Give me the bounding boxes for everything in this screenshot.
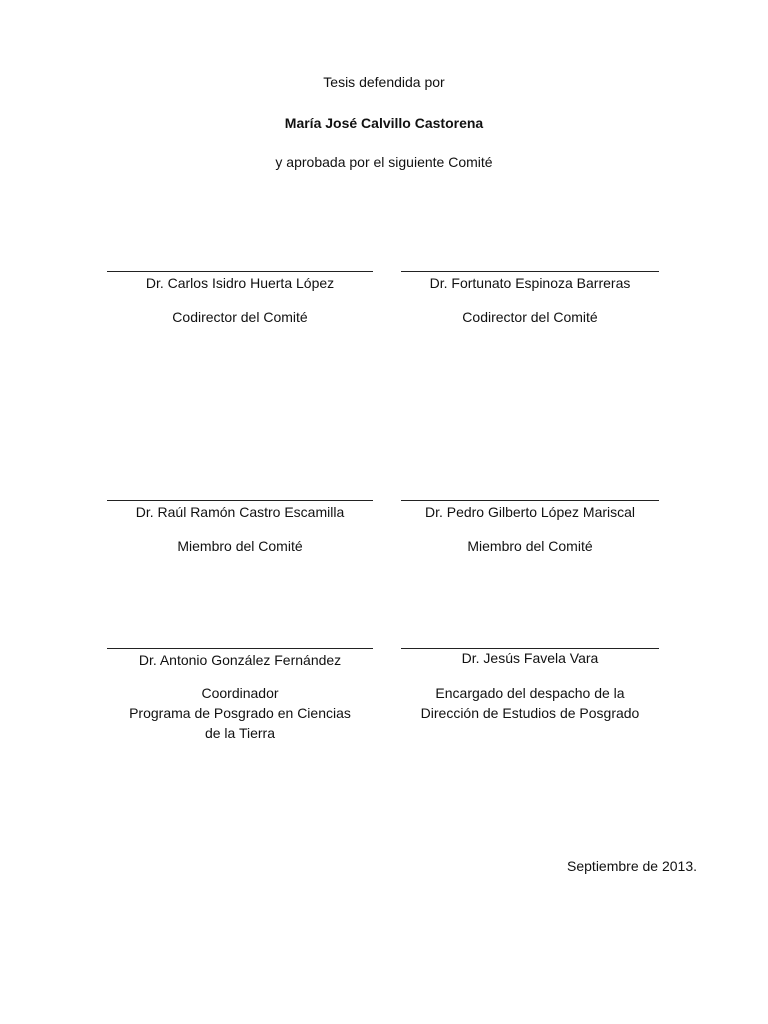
signature-line — [401, 500, 659, 501]
signature-line — [107, 500, 373, 501]
committee-member-role: Codirector del Comité — [172, 309, 308, 325]
committee-member-program-cont: de la Tierra — [204, 725, 276, 741]
committee-member-role: Encargado del despacho de la — [435, 685, 625, 701]
signature-block-espinoza — [401, 271, 659, 327]
approval-text: y aprobada por el siguiente Comité — [275, 154, 493, 170]
signature-block-lopez — [401, 500, 659, 556]
signature-block-favela — [401, 648, 659, 723]
committee-member-role: Miembro del Comité — [467, 538, 593, 554]
committee-member-name: Dr. Jesús Favela Vara — [461, 650, 599, 666]
signature-line — [401, 271, 659, 272]
signature-line — [107, 648, 373, 649]
committee-member-program: Programa de Posgrado en Ciencias — [129, 705, 351, 721]
committee-member-office: Dirección de Estudios de Posgrado — [420, 705, 640, 721]
committee-member-name: Dr. Antonio González Fernández — [138, 652, 342, 668]
signature-line — [107, 271, 373, 272]
author-name: María José Calvillo Castorena — [284, 115, 484, 131]
committee-member-name: Dr. Carlos Isidro Huerta López — [145, 275, 335, 291]
committee-member-name: Dr. Raúl Ramón Castro Escamilla — [135, 504, 345, 520]
thesis-intro: Tesis defendida por — [323, 74, 445, 90]
defense-date: Septiembre de 2013. — [567, 858, 697, 874]
committee-member-role: Codirector del Comité — [462, 309, 598, 325]
signature-block-gonzalez — [107, 648, 373, 743]
committee-member-role: Coordinador — [201, 685, 279, 701]
committee-member-name: Dr. Pedro Gilberto López Mariscal — [424, 504, 636, 520]
committee-member-name: Dr. Fortunato Espinoza Barreras — [429, 275, 631, 291]
signature-block-castro — [107, 500, 373, 556]
signature-block-huerta — [107, 271, 373, 327]
committee-member-role: Miembro del Comité — [177, 538, 303, 554]
